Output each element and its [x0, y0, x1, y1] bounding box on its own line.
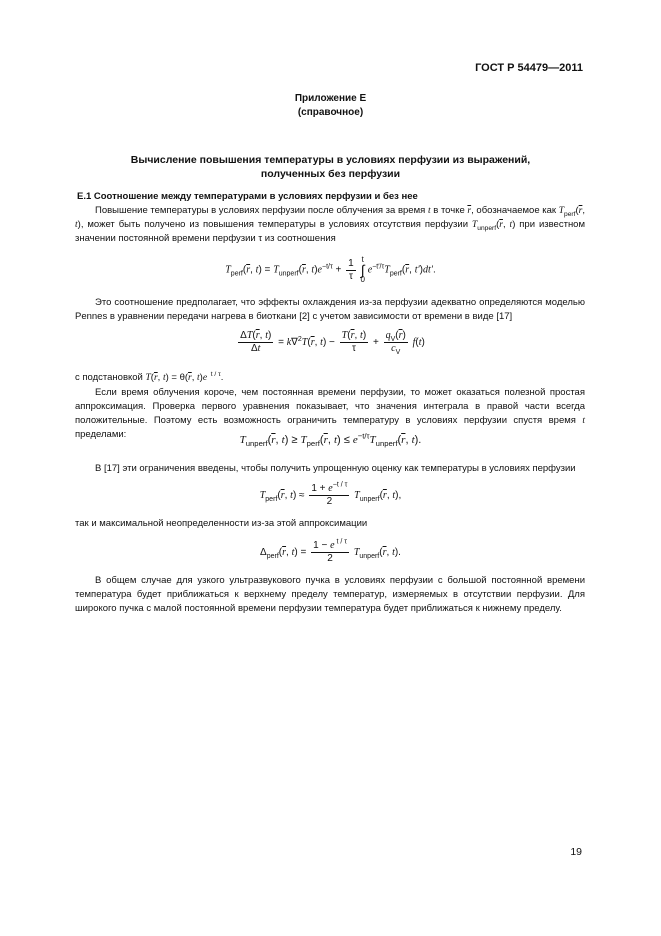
section-heading: Е.1 Соотношение между температурами в условиях перфузии и без нее	[77, 191, 418, 202]
equation-2: $\frac{\Delta T(\overline{r}, t)}{\Delta t}$ = $k\nabla^2T(\overline{r}$, t) − $\frac{T(\overline{r}, t)}{\tau}$ + $\frac{q_V(\overline{r})}{c_V}$ f(t)	[240, 330, 425, 356]
paragraph-5: В [17] эти ограничения введены, чтобы получить упрощенную оценку как температуры в условиях перфузии	[95, 463, 576, 474]
paragraph-1: Повышение температуры в условиях перфузии после облучения за время t в точке $\overline{r}$, обозначаемое как $T_{perf}(\overline{r}$, t), может быть получено из повышения температуры в условиях отсутствия перфузии $T_{unperf}(\overline{r}$, t) при известном значении постоянной времени перфузии τ из соотношения	[75, 205, 586, 244]
equation-5: $\Delta_{perf}(\overline{r}$, t) = $\frac{1 - e ^{t / \tau}}{2}$ $T_{unperf}(\overline{r}$, t).	[260, 538, 401, 564]
p4-text-b: пределами:	[75, 429, 127, 440]
title-line-2: полученных без перфузии	[260, 168, 401, 180]
p1-text-a: Повышение температуры в условиях перфузии после облучения за время	[95, 205, 428, 216]
paragraph-4: Если время облучения короче, чем постоянная времени перфузии, то может оказаться полезной простая аппроксимация. Проверка первого уравнения показывает, что значения интеграла в правой части всегда положительные. Поэтому есть возможность ограничить температуру в условиях перфузии спустя время t пределами:	[75, 387, 585, 440]
paragraph-7: В общем случае для узкого ультразвукового пучка в условиях перфузии с большой постоянной времени температура будет приближаться к верхнему пределу температур, измеряемых в отсутствии перфузии. Для широкого пучка с малой постоянной времени перфузии температура будет приближаться к нижнему пределу.	[75, 575, 585, 614]
p4-text-a: Если время облучения короче, чем постоянная времени перфузии, то может оказаться полезной простая аппроксимация. Проверка первого уравнения показывает, что значения интеграла в правой части всегда положительные. Поэтому есть возможность ограничить температуру в условиях перфузии спустя время	[75, 387, 585, 426]
standard-number: ГОСТ Р 54479—2011	[475, 62, 583, 74]
annex-subtitle: (справочное)	[297, 107, 364, 118]
page-number: 19	[570, 846, 582, 858]
p3-text: с подстановкой	[75, 372, 143, 383]
equation-1: $T_{perf}(\overline{r}$, $t) = T_{unperf}(\overline{r}$, $t)e^{-t/\tau}$ + $\frac{1}{\tau}$ t ∫ 0 $e^{-t'/\tau}T_{perf}(\overline{r}$, t′)dt′.	[225, 255, 436, 284]
p1-text-c: обозначаемое как	[473, 205, 559, 216]
p1-text-b: в точке	[430, 205, 468, 216]
p1-text-d: , может быть получено из повышения температуры в условиях отсутствия перфузии	[80, 219, 472, 230]
paragraph-3: с подстановкой $T(\overline{r}$, $t) = \theta(\overline{r}$, t)e $^{t / \tau}$.	[75, 370, 224, 383]
p1-text-e: при известном значении постоянной времени перфузии τ из соотношения	[75, 219, 586, 244]
annex-heading	[0, 92, 661, 120]
paragraph-2: Это соотношение предполагает, что эффекты охлаждения из-за перфузии адекватно определяются моделью Pennes в уравнении передачи нагрева в биоткани [2] с учетом зависимости от времени в виде [17]	[75, 297, 585, 322]
title-line-1: Вычисление повышения температуры в условиях перфузии из выражений,	[130, 154, 531, 166]
annex-title: Приложение Е	[294, 93, 367, 104]
paragraph-6: так и максимальной неопределенности из-за этой аппроксимации	[75, 518, 368, 529]
document-title	[0, 153, 661, 181]
equation-4: $T_{perf}(\overline{r}$, t) ≈ $\frac{1 + e^{-t / \tau}}{2}$ $T_{unperf}(\overline{r}$, t),	[259, 481, 402, 507]
equation-3: $T_{unperf}(\overline{r}$, $t) \ge T_{perf}(\overline{r}$, $t) \le e^{-t/\tau}T_{unperf}(\overline{r}$, t).	[239, 431, 422, 449]
